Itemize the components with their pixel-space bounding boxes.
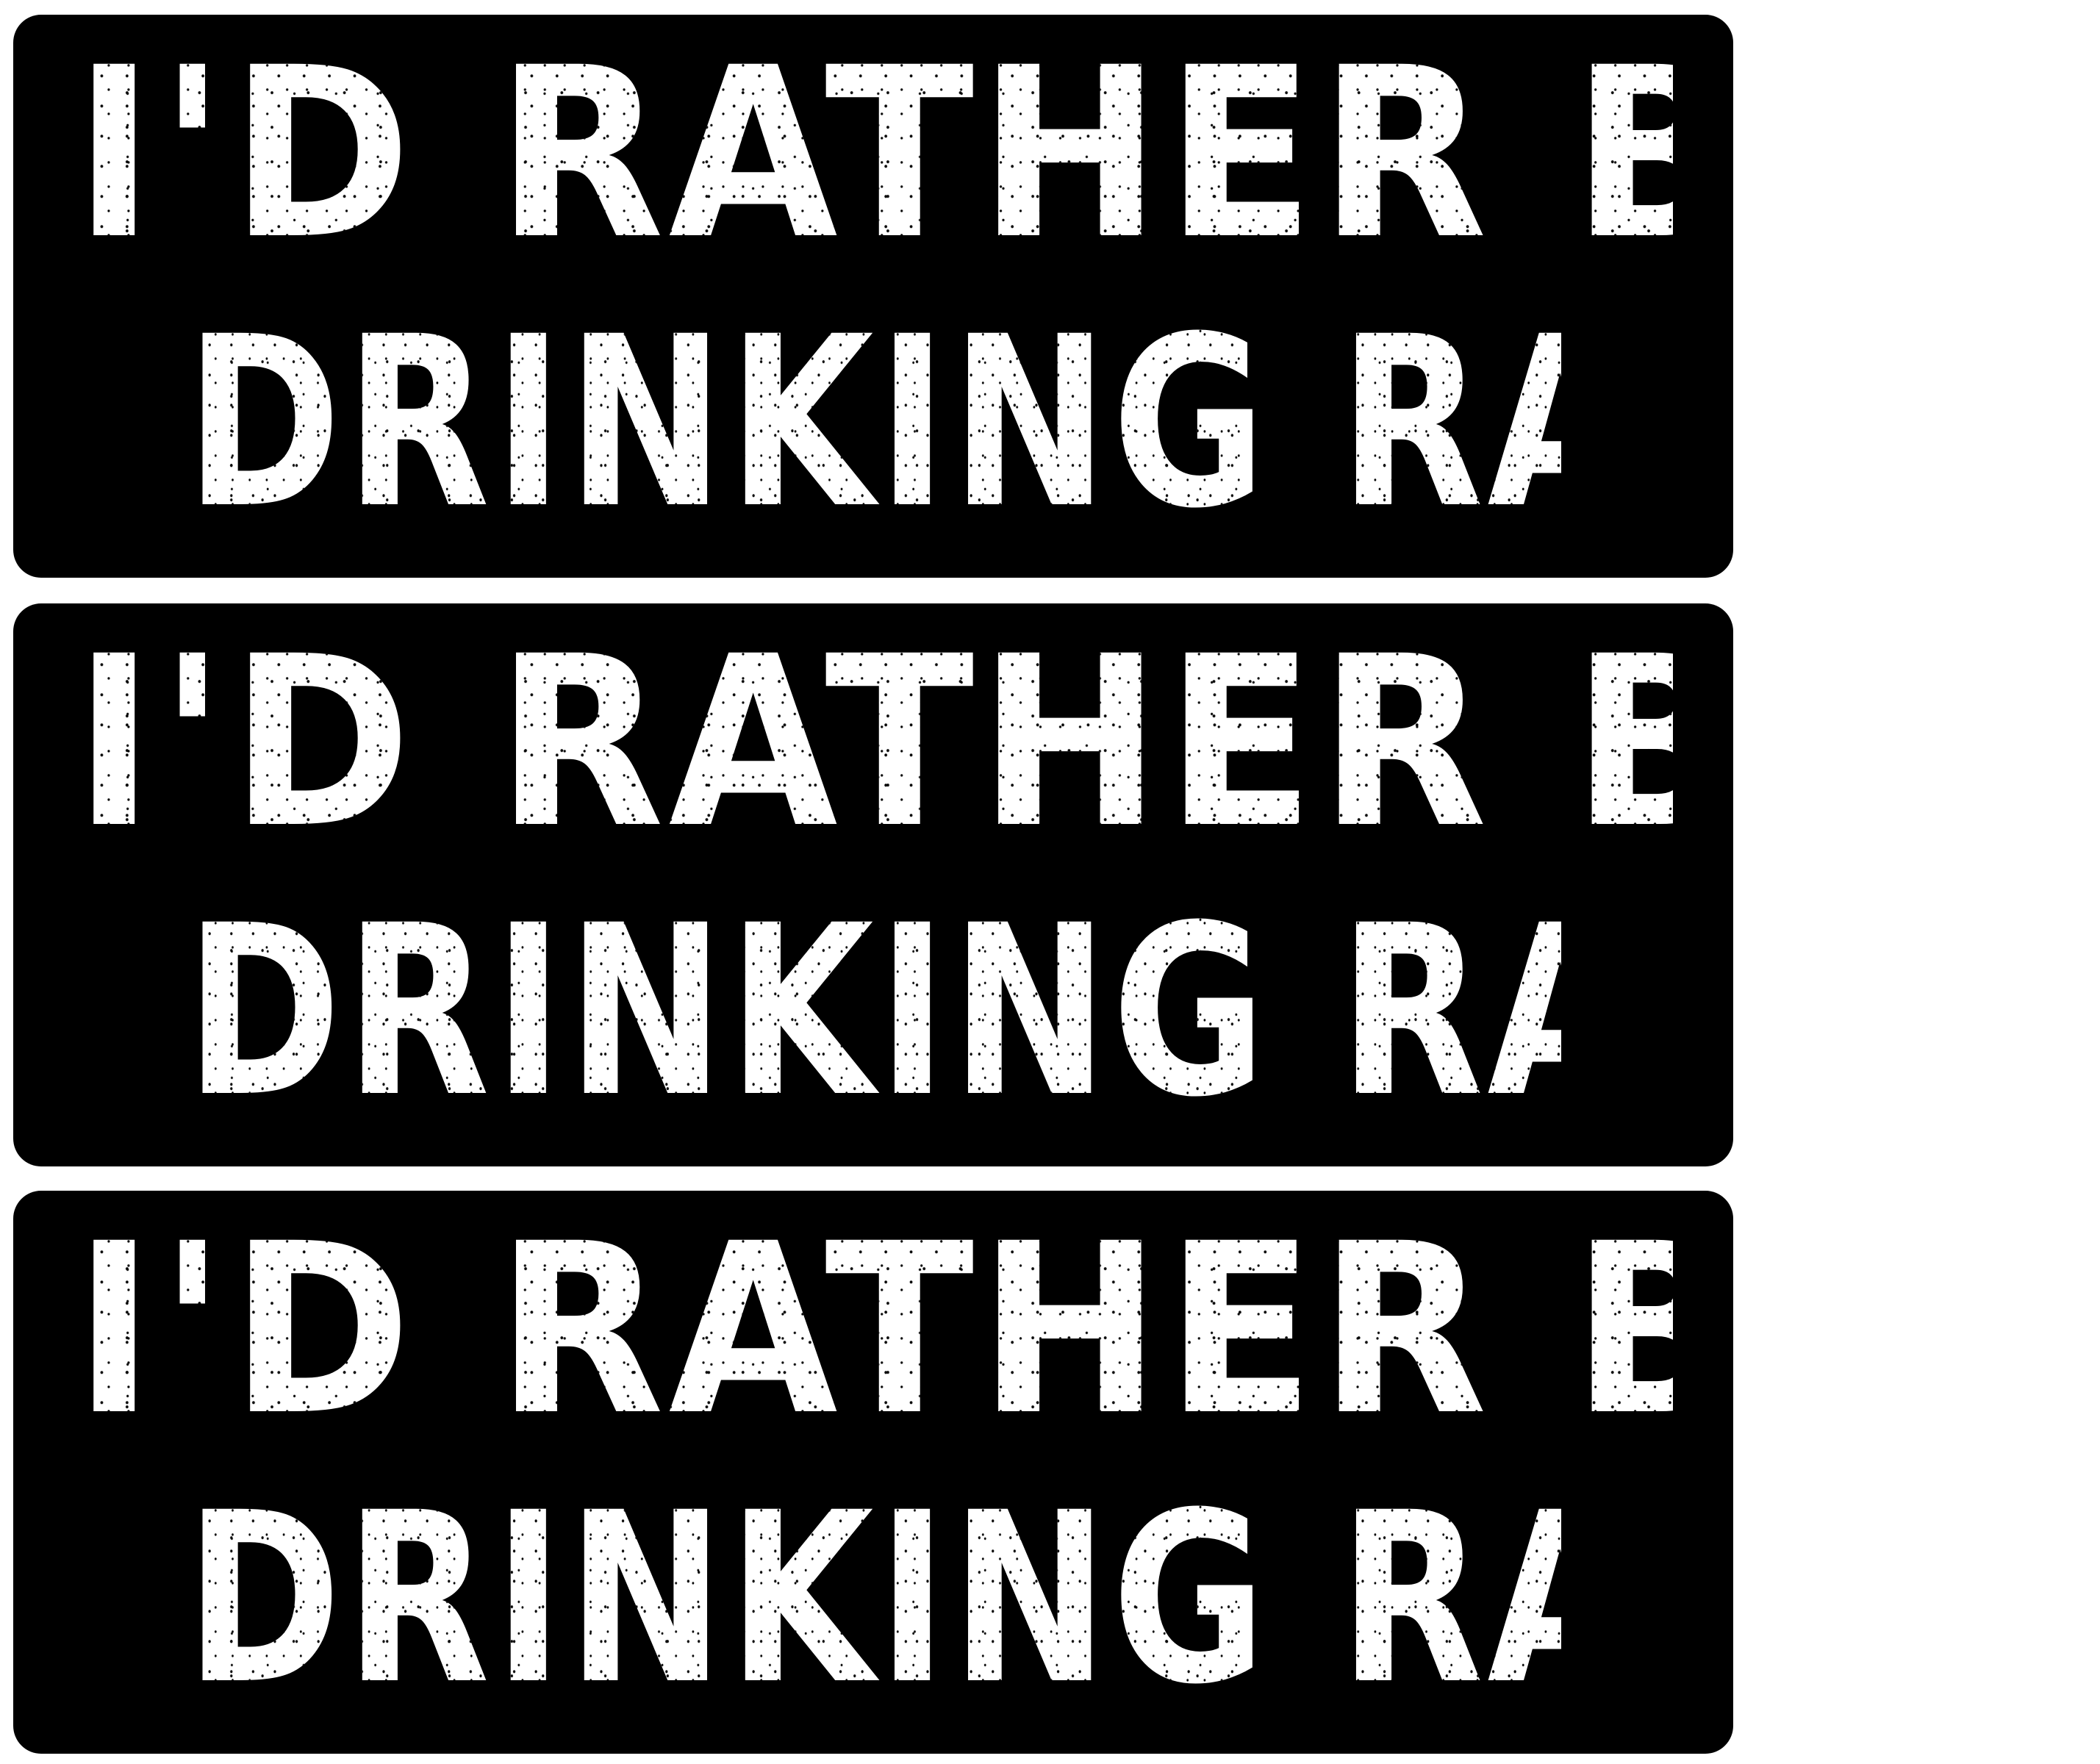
- sticker-line-top: I'D RATHER BE: [73, 18, 1896, 291]
- sticker-2: [13, 603, 2100, 1166]
- sticker-line-top: I'D RATHER BE: [73, 606, 1896, 880]
- sticker-line-top: I'D RATHER BE: [73, 1194, 1896, 1467]
- sticker-1: [13, 15, 2100, 578]
- sticker-line-bottom: DRINKING RANCH: [185, 287, 2100, 560]
- sticker-line-bottom: DRINKING RANCH: [185, 1463, 2100, 1736]
- sticker-line-bottom: DRINKING RANCH: [185, 875, 2100, 1149]
- sticker-3: [13, 1191, 2100, 1754]
